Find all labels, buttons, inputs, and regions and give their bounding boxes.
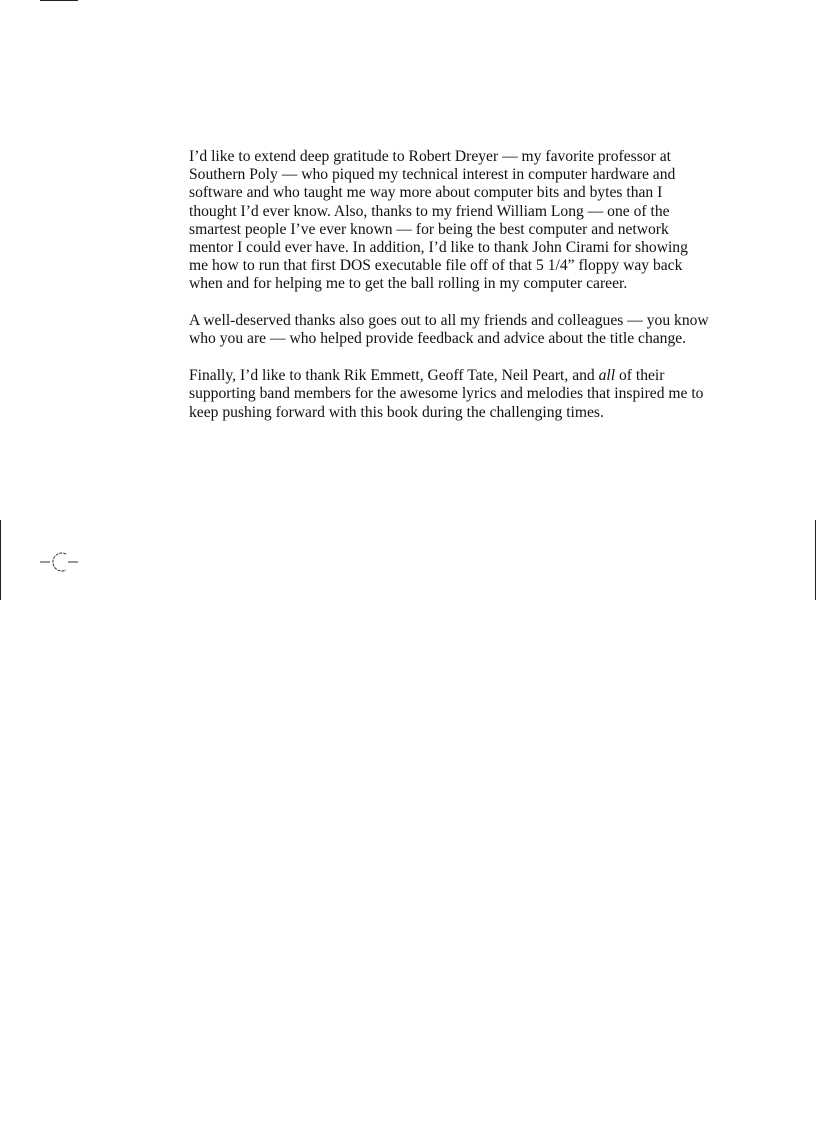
band-thanks-emphasis: all (598, 367, 616, 385)
crop-mark-top (40, 0, 78, 1)
band-thanks-rest: of their supporting band members for the awesome lyrics and melodies that inspired me to keep pushing forward with this book during the challenging times. (189, 367, 704, 421)
paragraph-friends-thanks: A well-deserved thanks also goes out to all my friends and colleagues — you know who you are — who helped provide feedback and advice about the title change. (189, 312, 709, 348)
crop-mark-left (0, 520, 1, 600)
acknowledgments-body (189, 148, 709, 440)
registration-mark-icon (40, 550, 80, 574)
band-thanks-lead: Finally, I’d like to thank Rik Emmett, Geoff Tate, Neil Peart, and (189, 367, 599, 385)
paragraph-band-thanks (189, 367, 709, 422)
paragraph-gratitude: I’d like to extend deep gratitude to Robert Dreyer — my favorite professor at Southern Poly — who piqued my technical interest in computer hardware and software and who taught me way more about computer bits and bytes than I thought I’d ever know. Also, thanks to my friend William Long — one of the smartest people I’ve ever known — for being the best computer and network mentor I could ever have. In addition, I’d like to thank John Cirami for showing me how to run that first DOS executable file off of that 5 1/4” floppy way back when and for helping me to get the ball rolling in my computer career. (189, 148, 688, 293)
